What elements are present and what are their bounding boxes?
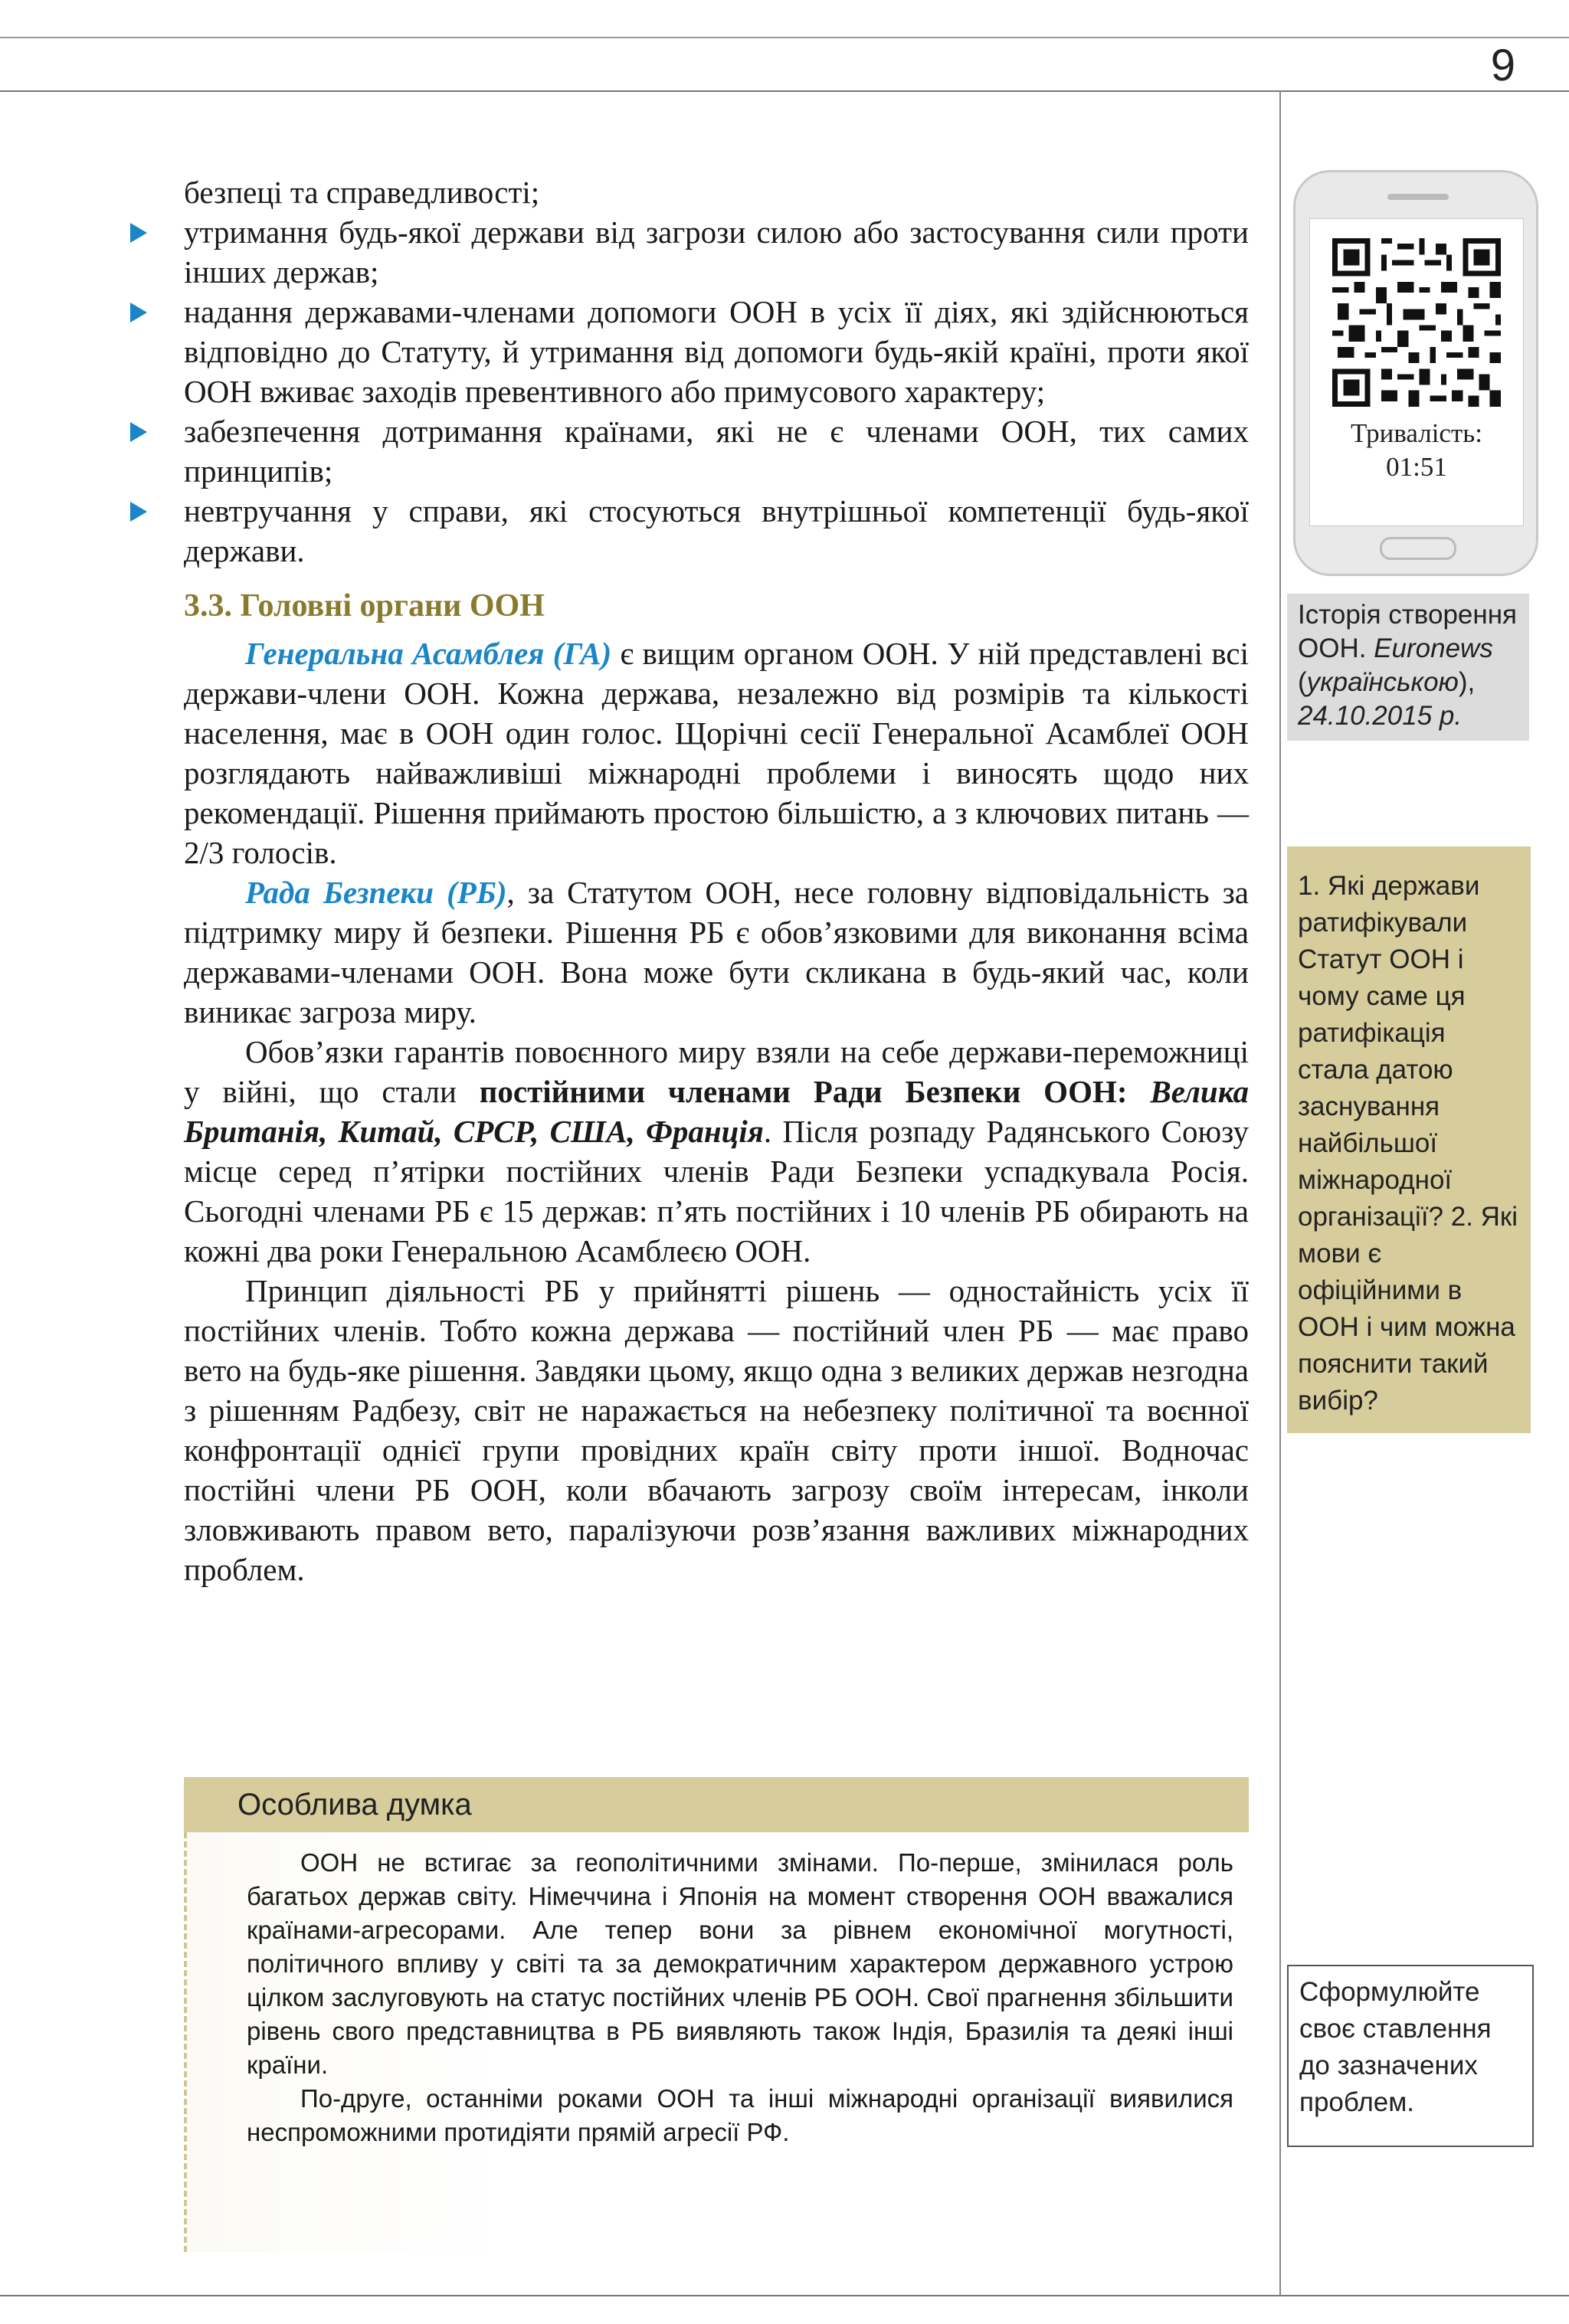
phone-speaker [1387, 194, 1449, 200]
bullet-arrow-icon [130, 303, 147, 322]
column-divider [1279, 90, 1281, 2296]
bottom-rule [0, 2295, 1569, 2296]
special-opinion-body [184, 1832, 1249, 2252]
main-column [123, 172, 1249, 1589]
questions-box: 1. Які держави ратифікували Статут ООН і чому саме ця ратифікація стала датою заснування найбільшої міжнародної організації? 2. Які мови є офіційними в ООН і чим можна пояснити такий вибір? [1287, 846, 1531, 1433]
bullet-arrow-icon [130, 223, 147, 243]
special-opinion-title: Особлива думка [184, 1777, 1249, 1832]
video-phone-frame [1293, 170, 1538, 576]
list-item: надання державами-членами допомоги ООН в усіх її діях, які здійснюються відповідно до Статуту, й утримання від допомоги будь-якій країні, проти якої ООН вживає заходів превентивного або примусового характеру; [123, 292, 1249, 411]
general-assembly-paragraph: Генеральна Асамблея (ГА) є вищим органом ООН. У ній представлені всі держави-члени ООН. Кожна держава, незалежно від розмірів та кількості населення, має в ООН один голос. Щорічні сесії Генеральної Асамблеї ООН розглядають найважливіші міжнародні проблеми і виносять щодо них рекомендації. Рішення приймають простою більшістю, а з ключових питань — 2/3 голосів. [184, 636, 1249, 870]
bullet-arrow-icon [130, 502, 147, 522]
task-box: Сформулюйте своє ставлення до зазначених проблем. [1287, 1965, 1534, 2147]
term-security-council: Рада Безпеки (РБ) [245, 875, 507, 910]
list-item: утримання будь-якої держави від загрози силою або застосування сили проти інших держав; [123, 212, 1249, 292]
section-heading: 3.3. Головні органи ООН [184, 588, 545, 624]
security-council-paragraph: Рада Безпеки (РБ), за Статутом ООН, несе головну відповідальність за підтримку миру й безпеки. Рішення РБ є обов’язковими для виконання всіма державами-членами ООН. Вона може бути скликана в будь-який час, коли виникає загроза миру. [184, 875, 1249, 1029]
qr-code-icon[interactable] [1327, 233, 1506, 412]
header-rule [0, 90, 1569, 92]
list-item: невтручання у справи, які стосуються внутрішньої компетенції будь-якої держави. [123, 491, 1249, 571]
video-duration: Тривалість: 01:51 [1351, 418, 1482, 482]
phone-screen [1309, 218, 1524, 526]
list-item: забезпечення дотримання країнами, які не є членами ООН, тих самих принципів; [123, 411, 1249, 491]
opinion-paragraph: ООН не встигає за геополітичними змінами. По-перше, змінилася роль багатьох держав світу. Німеччина і Японія на момент створення ООН вважалися країнами-агресорами. Але тепер вони за рівнем економічної могутності, політичного впливу у світі та за демократичним характером державного устрою цілком заслуговують на статус постійних членів РБ ООН. Свої прагнення збільшити рівень свого представництва в РБ виявляють також Індія, Бразилія та деякі інші країни. [247, 1848, 1233, 2079]
special-opinion-box [123, 1777, 1249, 2252]
opinion-paragraph: По-друге, останніми роками ООН та інші міжнародні організації виявилися неспроможними протидіяти прямій агресії РФ. [247, 2084, 1233, 2146]
phone-home-button [1380, 537, 1456, 560]
video-caption: Історія створення ООН. Euronews (українською), 24.10.2015 р. [1287, 594, 1529, 741]
bullet-lead: безпеці та справедливості; [184, 175, 540, 210]
permanent-members-list: Велика Британія, Китай, СРСР, США, Франція [184, 1074, 1249, 1149]
veto-principle-paragraph: Принцип діяльності РБ у прийнятті рішень — одностайність усіх її постійних членів. Тобто кожна держава — постійний член РБ — має право вето на будь-яке рішення. Завдяки цьому, якщо одна з великих держав незгодна з рішенням Радбезу, світ не наражається на небезпеку політичної та воєнної конфронтації однієї групи провідних країн світу проти іншої. Водночас постійні члени РБ ООН, коли вбачають загрозу своїм інтересам, інколи зловживають правом вето, паралізуючи розв’язання важливих міжнародних проблем. [184, 1273, 1249, 1587]
term-general-assembly: Генеральна Асамблея (ГА) [245, 636, 612, 671]
bullet-arrow-icon [130, 422, 147, 442]
permanent-members-paragraph: Обов’язки гарантів повоєнного миру взяли на себе держави-переможниці у війні, що стали постійними членами Ради Безпеки ООН: Велика Британія, Китай, СРСР, США, Франція. Після розпаду Радянського Союзу місце серед п’ятірки постійних членів Ради Безпеки успадкувала Росія. Сьогодні членами РБ є 15 держав: п’ять постійних і 10 членів РБ обирають на кожні два роки Генеральною Асамблеєю ООН. [184, 1034, 1249, 1268]
page-number: 9 [1490, 41, 1515, 90]
principles-list [123, 212, 1249, 571]
top-rule [0, 37, 1569, 38]
